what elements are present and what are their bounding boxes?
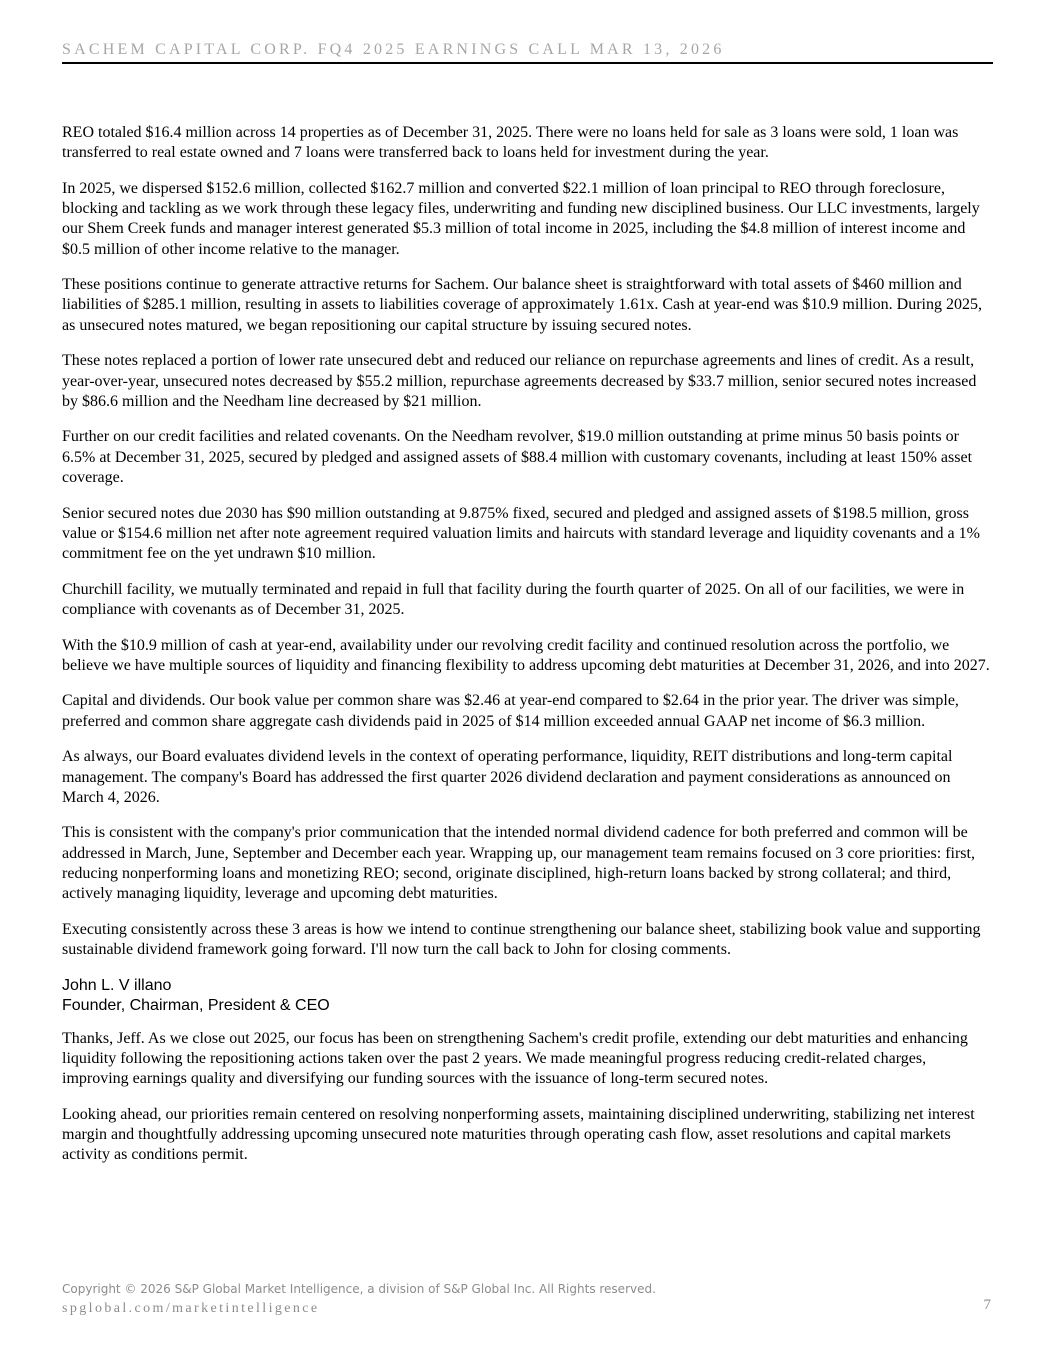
paragraph: Churchill facility, we mutually terminated and repaid in full that facility during the fourth quarter of 2025. On all of our facilities, we were in compliance with covenants as of December 31, 2025. xyxy=(62,580,965,618)
footer-url: spglobal.com/marketintelligence xyxy=(62,1301,320,1316)
paragraph: Looking ahead, our priorities remain centered on resolving nonperforming assets, maintaining disciplined underwriting, stabilizing net interest margin and thoughtfully addressing upcoming unsecured note maturities through operating cash flow, asset resolutions and capital markets activity as conditions permit. xyxy=(62,1105,975,1164)
paragraph: Further on our credit facilities and related covenants. On the Needham revolver, $19.0 million outstanding at prime minus 50 basis points or 6.5% at December 31, 2025, secured by pledged and assigned assets of $88.4 million with customary covenants, including at least 150% asset coverage. xyxy=(62,428,973,486)
paragraph: As always, our Board evaluates dividend levels in the context of operating performance, liquidity, REIT distributions and long-term capital management. The company's Board has addressed the first quarter 2026 dividend declaration and payment considerations as announced on March 4, 2026. xyxy=(62,748,953,806)
paragraph: In 2025, we dispersed $152.6 million, collected $162.7 million and converted $22.1 million of loan principal to REO through foreclosure, blocking and tackling as we work through these legacy files, underwriting and funding new disciplined business. Our LLC investments, largely our Shem Creek funds and manager interest generated $5.3 million of total income in 2025, including the $4.8 million of interest income and $0.5 million of other income relative to the manager. xyxy=(62,179,980,258)
paragraph: With the $10.9 million of cash at year-end, availability under our revolving credit facility and continued resolution across the portfolio, we believe we have multiple sources of liquidity and financing flexibility to address upcoming debt maturities at December 31, 2026, and into 2027. xyxy=(62,636,990,674)
paragraph: REO totaled $16.4 million across 14 properties as of December 31, 2025. There were no loans held for sale as 3 loans were sold, 1 loan was transferred to real estate owned and 7 loans were transferred back to loans held for investment during the year. xyxy=(62,124,959,162)
page-header xyxy=(62,40,993,64)
footer-copyright: Copyright © 2026 S&P Global Market Intelligence, a division of S&P Global Inc. All Rights reserved. xyxy=(62,1282,656,1296)
speaker-block xyxy=(62,976,994,1016)
speaker-title: Founder, Chairman, President & CEO xyxy=(62,996,330,1014)
paragraph: Senior secured notes due 2030 has $90 million outstanding at 9.875% fixed, secured and pledged and assigned assets of $198.5 million, gross value or $154.6 million net after note agreement required valuation limits and haircuts with standard leverage and liquidity covenants and a 1% commitment fee on the yet undrawn $10 million. xyxy=(62,504,980,562)
page-number: 7 xyxy=(983,1297,991,1313)
paragraph: Executing consistently across these 3 areas is how we intend to continue strengthening our balance sheet, stabilizing book value and supporting sustainable dividend framework going forward. I'll now turn the call back to John for closing comments. xyxy=(62,920,981,958)
paragraph: Capital and dividends. Our book value per common share was $2.46 at year-end compared to $2.64 in the prior year. The driver was simple, preferred and common share aggregate cash dividends paid in 2025 of $14 million exceeded annual GAAP net income of $6.3 million. xyxy=(62,692,959,730)
header-title: SACHEM CAPITAL CORP. FQ4 2025 EARNINGS CALL MAR 13, 2026 xyxy=(62,41,725,58)
paragraph: Thanks, Jeff. As we close out 2025, our focus has been on strengthening Sachem's credit profile, extending our debt maturities and enhancing liquidity following the repositioning actions taken over the past 2 years. We made meaningful progress reducing credit-related charges, improving earnings quality and diversifying our funding sources with the issuance of long-term secured notes. xyxy=(62,1029,968,1088)
paragraph: These positions continue to generate attractive returns for Sachem. Our balance sheet is straightforward with total assets of $460 million and liabilities of $285.1 million, resulting in assets to liabilities coverage of approximately 1.61x. Cash at year-end was $10.9 million. During 2025, as unsecured notes matured, we began repositioning our capital structure by issuing secured notes. xyxy=(62,276,982,334)
paragraph: These notes replaced a portion of lower rate unsecured debt and reduced our reliance on repurchase agreements and lines of credit. As a result, year-over-year, unsecured notes decreased by $55.2 million, repurchase agreements decreased by $33.7 million, senior secured notes increased by $86.6 million and the Needham line decreased by $21 million. xyxy=(62,352,977,410)
paragraph: This is consistent with the company's prior communication that the intended normal dividend cadence for both preferred and common will be addressed in March, June, September and December each year. Wrapping up, our management team remains focused on 3 core priorities: first, reducing nonperforming loans and monetizing REO; second, originate disciplined, high-return loans backed by strong collateral; and third, actively managing liquidity, leverage and upcoming debt maturities. xyxy=(62,824,975,903)
transcript-body xyxy=(62,123,994,1181)
speaker-name: John L. V illano xyxy=(62,976,172,994)
